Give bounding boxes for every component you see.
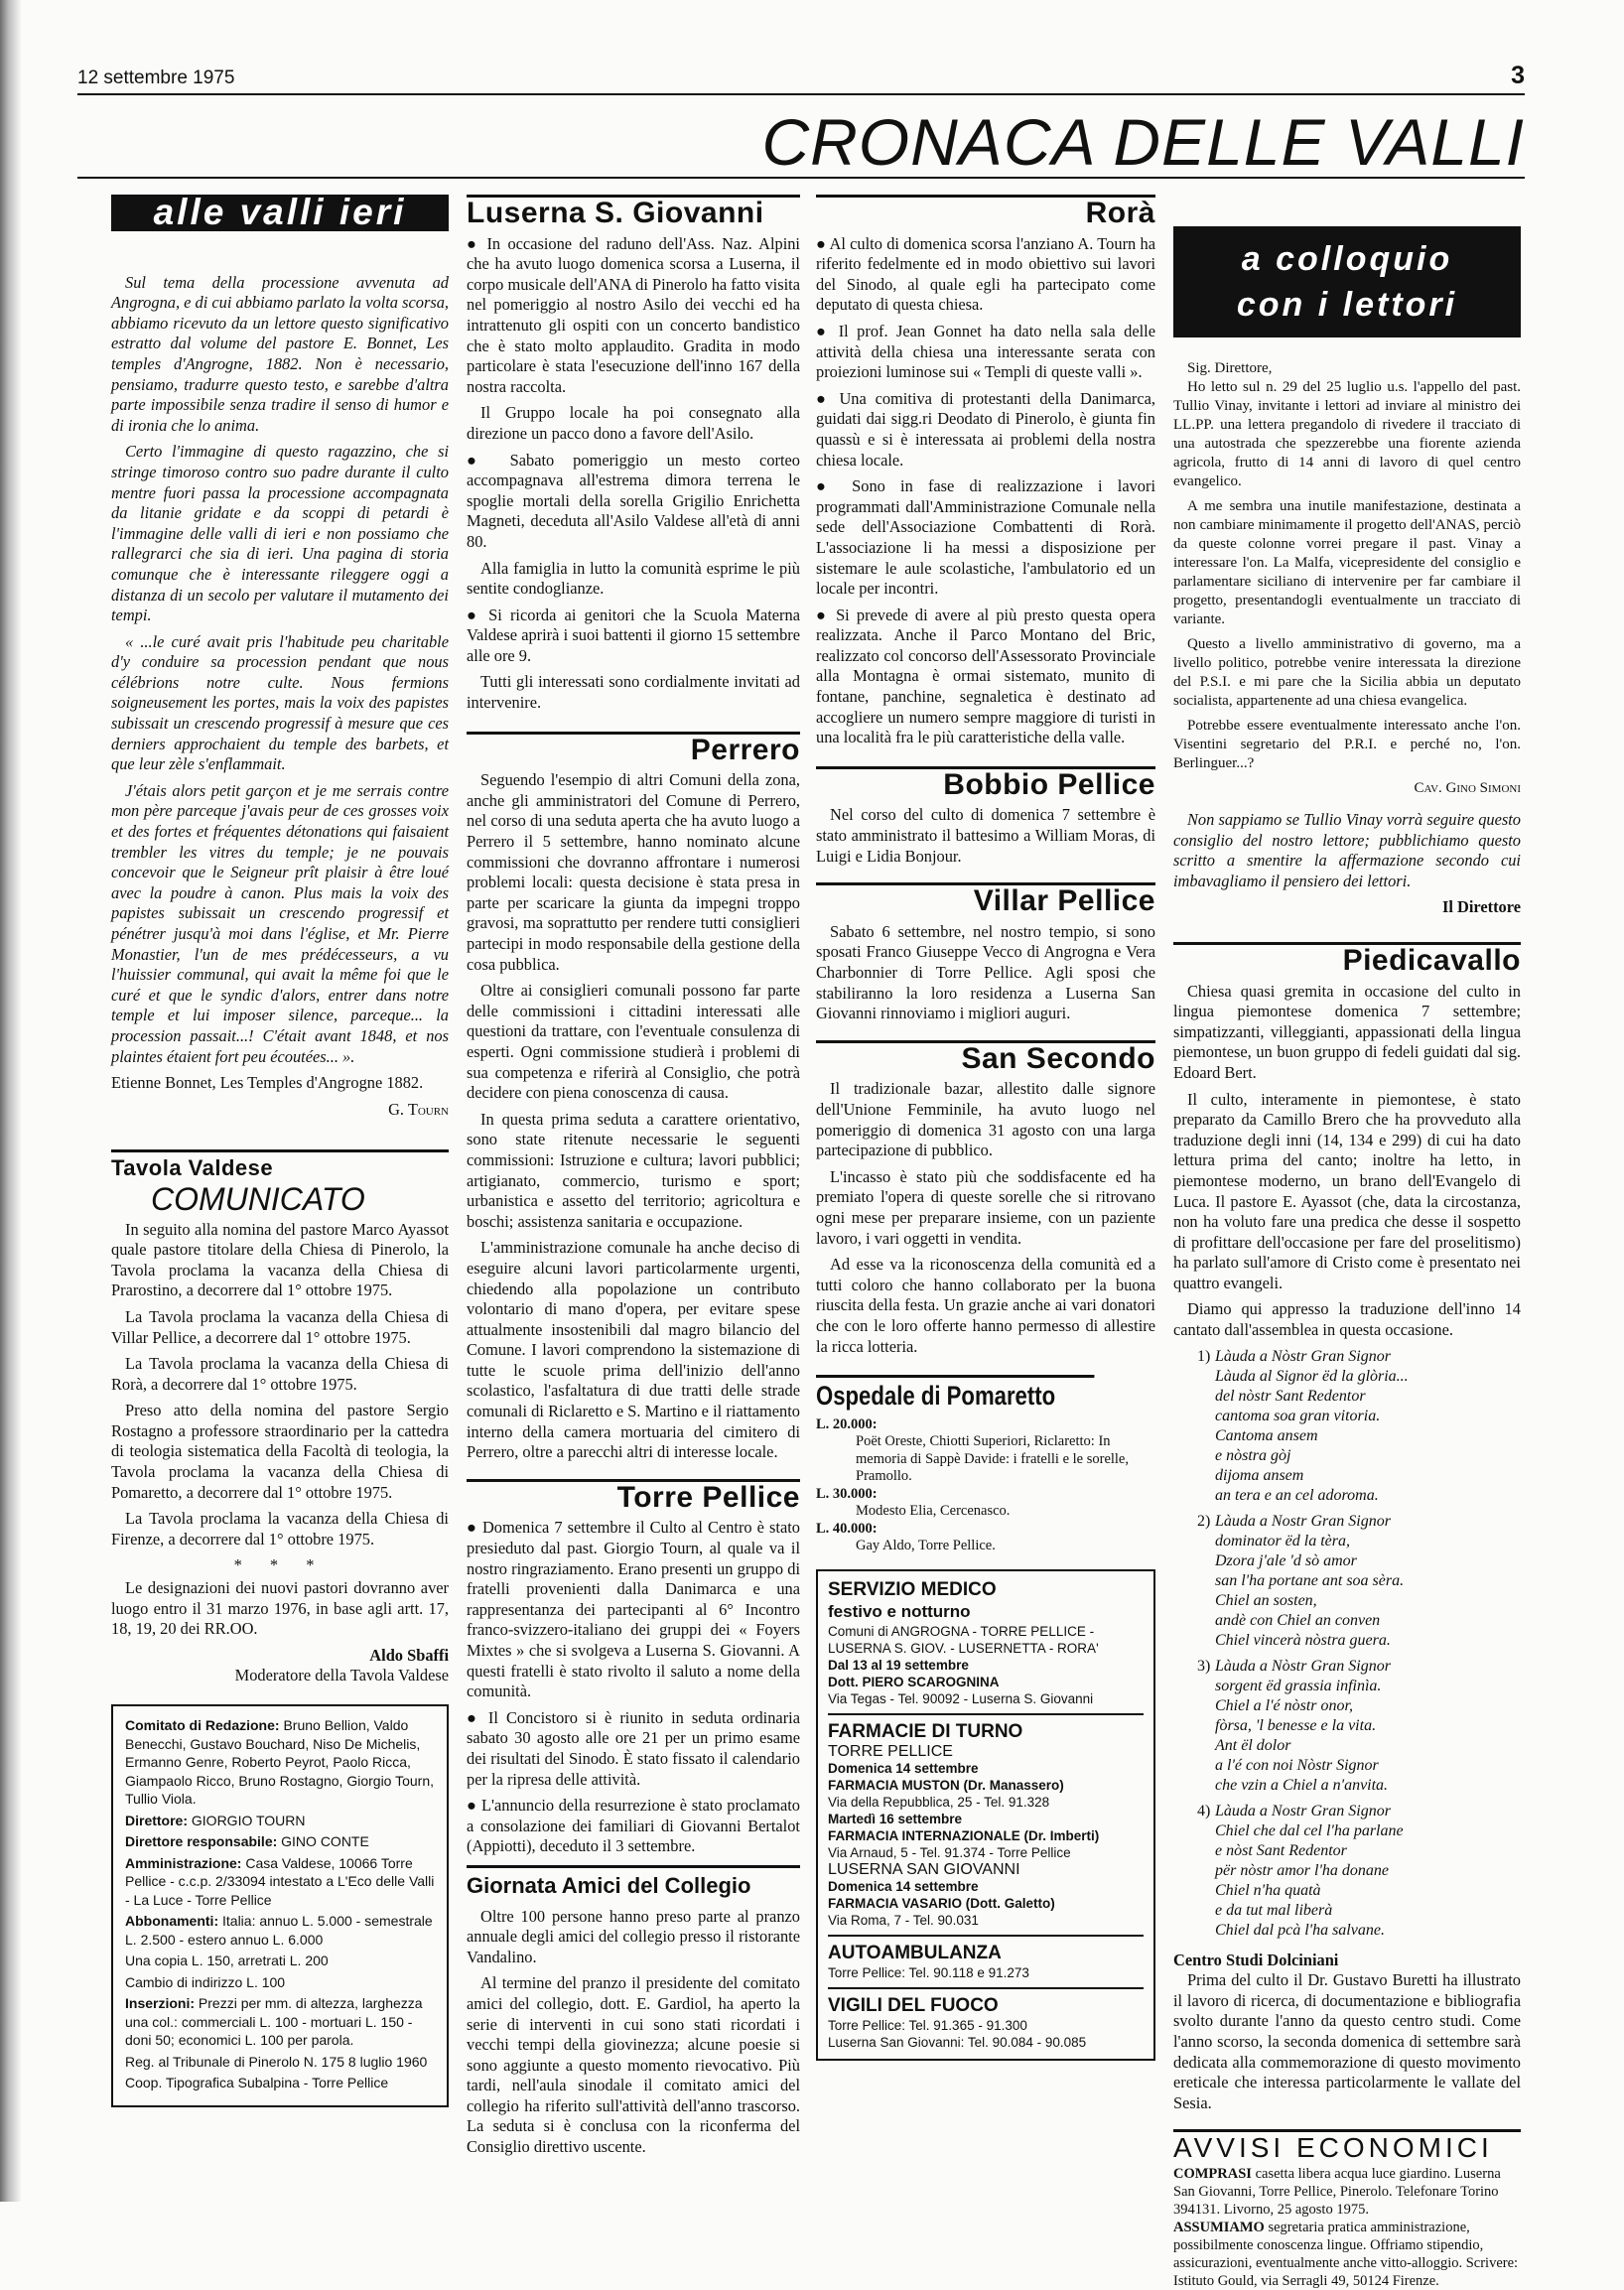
editor-reply: Non sappiamo se Tullio Vinay vorrà seguire questo consiglio del nostro lettore; pubblichiamo questo scritto a smentire la affermazione secondo cui imbavagliamo il pensiero dei lettori. — [1173, 810, 1521, 890]
credit-line: Una copia L. 150, arretrati L. 200 — [125, 1953, 329, 1968]
paragraph: Certo l'immagine di questo ragazzino, che si stringe timoroso contro suo padre durante il culto mentre fuori passa la processione accompagnata da litanie gridate e da scoppi di petardi è l'immagine delle valli di ieri e non possiamo che rallegrarci che sia di ieri. Una pagina di storia comunque che è interessante rileggere oggi a distanza di un secolo per valutare il mutamento dei tempi. — [111, 442, 449, 625]
paragraph: Il tradizionale bazar, allestito dalle signore dell'Unione Femminile, ha avuto luogo nel pomeriggio di domenica 31 agosto con una larga partecipazione di pubblico. — [816, 1079, 1155, 1160]
stanza: 2) Làuda a Nostr Gran Signor dominator ëd la tèra, Dzora j'ale 'd sò amor san l'ha portane ant soa sèra. Chiel an sosten, andè con Chiel an conven Chiel vincerà nòstra guera. — [1197, 1512, 1405, 1649]
villar-heading: Villar Pellice — [816, 882, 1155, 912]
issue-date: 12 settembre 1975 — [77, 67, 235, 88]
column-4 — [1173, 195, 1521, 2290]
paragraph: Oltre 100 persone hanno preso parte al pranzo annuale degli amici del collegio presso il ristorante Vandalino. — [467, 1906, 800, 1966]
paragraph: Potrebbe essere eventualmente interessato anche l'on. Visentini segretario del P.R.I. e perché no, l'on. Berlinguer...? — [1173, 718, 1521, 771]
giornata-heading: Giornata Amici del Collegio — [467, 1865, 800, 1897]
alle-valli-article — [111, 273, 449, 1068]
paragraph: ● Si prevede di avere al più presto questa opera realizzata. Anche il Parco Montano del Bric, realizzato col concorso dell'Assessorato Provinciale alla Montagna è ormai sistemato, munito di fontane, panchine, segnaletica è destinato ad accogliere un numero sempre maggiore di turisti in una località fra le più caratteristiche della valle. — [816, 605, 1155, 747]
scan-edge — [0, 0, 22, 2202]
page-header — [77, 60, 1525, 95]
paragraph: Chiesa quasi gremita in occasione del culto in lingua piemontese domenica 7 settembre; simpatizzanti, villeggianti, appassionati della lingua piemontese, un buon gruppo di fedeli guidati dal sig. Edoard Bert. — [1173, 981, 1521, 1082]
paragraph: In seguito alla nomina del pastore Marco Ayassot quale pastore titolare della Chiesa di Pinerolo, la Tavola proclama la vacanza della Chiesa di Prarostino, a decorrere dal 1° ottobre 1975. — [111, 1219, 449, 1300]
credit-line: Coop. Tipografica Subalpina - Torre Pellice — [125, 2075, 389, 2090]
paragraph: A me sembra una inutile manifestazione, destinata a non cambiare minimamente il progetto dell'ANAS, perciò da queste colonne vorrei pregare il past. Vinay a interessare l'on. La Malfa, vicepresidente del consiglio e parlamentare siciliano di intervenire per far cambiare il progetto, presentandogli eventualmente un tracciato di variante. — [1173, 498, 1521, 627]
section-banner: CRONACA DELLE VALLI — [761, 105, 1525, 179]
paragraph: ● Si ricorda ai genitori che la Scuola Materna Valdese aprirà i suoi battenti il giorno 15 settembre alle ore 9. — [467, 605, 800, 665]
paragraph: ● Al culto di domenica scorsa l'anziano A. Tourn ha riferito fedelmente ed in modo obiettivo sui lavori del Sinodo, al quale egli ha partecipato come deputato di questa chiesa. — [816, 233, 1155, 315]
paragraph: Sul tema della processione avvenuta ad Angrogna, e di cui abbiamo parlato la volta scorsa, abbiamo ricevuto da un lettore questo significativo estratto dal volume del pastore E. Bonnet, Les temples d'Angrogne, 1882. Non è necessario, pensiamo, tradurre questo testo, e sarebbe d'altra parte impossibile senza tradire il senso di humor e di ironia che lo anima. — [111, 272, 449, 435]
paragraph: Alla famiglia in lutto la comunità esprime le più sentite condoglianze. — [467, 558, 800, 599]
signer-role: Moderatore della Tavola Valdese — [234, 1666, 449, 1685]
signer: Aldo Sbaffi — [369, 1645, 449, 1665]
paragraph: Sabato 6 settembre, nel nostro tempio, si sono sposati Franco Giuseppe Vecco di Angrogna e Vera Charbonnier di Torre Pellice. Agli sposi che stabiliranno la loro residenza a Luserna San Giovanni rinnoviamo i migliori auguri. — [816, 921, 1155, 1023]
tavola-heading: Tavola Valdese — [111, 1149, 449, 1179]
paragraph: ● L'annuncio della resurrezione è stato proclamato a consolazione dei familiari di Giovanni Bertalot (Appiotti), deceduto il 3 settembre. — [467, 1796, 800, 1856]
paragraph: ● Sabato pomeriggio un mesto corteo accompagnava all'estrema dimora terrena le spoglie mortali della sorella Grigilio Enrichetta Magneti, deceduta all'Asilo Valdese all'età di anni 80. — [467, 450, 800, 551]
torre-heading: Torre Pellice — [467, 1479, 800, 1509]
credit-line: Comitato di Redazione: Bruno Bellion, Valdo Benecchi, Gustavo Bouchard, Niso De Michelis, Ermanno Genre, Roberto Peyrot, Paolo Ricca, Giampaolo Ricco, Bruno Rostagno, Giorgio Tourn, Tullio Viola. — [125, 1717, 435, 1807]
credit-line: Direttore responsabile: GINO CONTE — [125, 1833, 369, 1849]
paragraph: L'amministrazione comunale ha anche deciso di eseguire alcuni lavori particolarmente urgenti, chiedendo alla popolazione un contributo volontario di mano d'opera, per evitare spese attualmente insostenibili dal magro bilancio del Comune. I lavori comprendono la sistemazione di tutte le scuole prima dell'inizio dell'anno scolastico, l'asfaltatura di due tratti delle strade comunali di Riclaretto e S. Martino e il riattamento interno della camera mortuaria del cimitero di Perrero, oltre a parecchi altri di interesse locale. — [467, 1238, 800, 1462]
perrero-heading: Perrero — [467, 732, 800, 761]
banner-rule — [77, 177, 1525, 179]
bobbio-heading: Bobbio Pellice — [816, 766, 1155, 796]
piedicavallo-heading: Piedicavallo — [1173, 942, 1521, 972]
credit-line: Reg. al Tribunale di Pinerolo N. 175 8 luglio 1960 — [125, 2053, 428, 2070]
ospedale-heading: Ospedale di Pomaretto — [816, 1375, 1094, 1407]
paragraph: La Tavola proclama la vacanza della Chiesa di Rorà, a decorrere dal 1° ottobre 1975. — [111, 1354, 449, 1394]
paragraph: Seguendo l'esempio di altri Comuni della zona, anche gli amministratori del Comune di Perrero, nel corso di una seduta aperta che ha avuto luogo a Perrero il 5 settembre, hanno nominato alcune commissioni che dovranno affrontare i numerosi problemi locali: questa decisione è stata presa in parte per scaricare la giunta da impegni troppo gravosi, ma soprattutto per rendere tutti consiglieri partecipi in modo responsabile della gestione della cosa pubblica. — [467, 770, 800, 974]
credit-line: Direttore: GIORGIO TOURN — [125, 1812, 306, 1828]
column-3 — [816, 195, 1155, 2061]
paragraph: Prima del culto il Dr. Gustavo Buretti ha illustrato il lavoro di ricerca, di documentazione e bibliografia svolto durante l'anno da questo centro studi. Come l'anno scorso, la seconda domenica di settembre sarà dedicata alla commemorazione di questo movimento ereticale che interessa particolarmente le vallate del Sesia. — [1173, 1970, 1521, 2112]
citation: Etienne Bonnet, Les Temples d'Angrogne 1882. — [111, 1073, 424, 1093]
paragraph: J'étais alors petit garçon et je me serrais contre mon père parceque j'avais peur de ces grosses voix et des fortes et fréquentes détonations qui faisaient trembler les vitres du temple; je ne pouvais concevoir que le Seigneur prît plaisir à être loué avec la poudre à canon. Plus mais la voix des papistes subissait un crescendo progressif et pénétrer jusqu'à moi dans l'église, et Mr. Pierre Monastier, l'un de mes prédécesseurs, a vu l'huissier communal, qui avait la même foi que le curé et que le syndic d'alors, entrer dans notre temple et lui imposer silence, parceque... la procession passait...! C'était avant 1848, et nos plaintes étaient fort peu écoutées... ». — [111, 780, 449, 1066]
paragraph: Al termine del pranzo il presidente del comitato amici del collegio, dott. E. Gardiol, ha aperto la serie di interventi in cui sono stati ricordati i vecchi tempi della giovinezza; alcune poesie si sono aggiunte a questo momento rievocativo. Più tardi, nell'aula sinodale il comitato amici del collegio ha riferito sull'attività dell'anno trascorso. La seduta si è conclusa con la riconferma del Consiglio direttivo uscente. — [467, 1973, 800, 2157]
sansecondo-heading: San Secondo — [816, 1040, 1155, 1070]
salutation: Sig. Direttore, — [1187, 360, 1273, 376]
paragraph: Preso atto della nomina del pastore Sergio Rostagno a professore straordinario per la cattedra di teologia sistematica della Facoltà di teologia, la Tavola proclama la vacanza della Chiesa di Pomaretto, a decorrere dal 1° ottobre 1975. — [111, 1401, 449, 1502]
paragraph: Ho letto sul n. 29 del 25 luglio u.s. l'appello del past. Tullio Vinay, invitante i lettori ad inviare al ministro dei LL.PP. una lettera pregandolo di rivedere il tracciato di una autostrada che spezzerebbe una fiorente azienda agricola, frutto di 14 anni di lavoro di quel centro evangelico. — [1173, 379, 1521, 489]
avvisi-heading: AVVISI ECONOMICI — [1173, 2129, 1521, 2159]
paragraph: ● Una comitiva di protestanti della Danimarca, guidati dai sigg.ri Deodato di Pinerolo, è giunta fin quassù e si è interessata ai problemi della nostra chiesa locale. — [816, 388, 1155, 470]
credit-line: Inserzioni: Prezzi per mm. di altezza, larghezza una col.: commerciali L. 100 - mortuari L. 150 - doni 50; economici L. 100 per parola. — [125, 1995, 423, 2048]
centro-studi-heading: Centro Studi Dolciniani — [1173, 1950, 1339, 1969]
stanza: 1) Làuda a Nòstr Gran Signor Làuda al Signor ëd la glòria... del nòstr Sant Redentor cantoma soa gran vitoria. Cantoma ansem e nòstra gòj dijoma ansem an tera e an cel adoroma. — [1197, 1347, 1409, 1504]
rora-heading: Rorà — [816, 195, 1155, 224]
paragraph: Il culto, interamente in piemontese, è stato preparato da Camillo Brero che ha provveduto alla traduzione degli inni (14, 134 e 299) di cui ha dato lettura prima del canto; inoltre ha letto, in piemontese moderno, un brano dell'Evangelo di Luca. Il pastore E. Ayassot (che, data la circostanza, non ha voluto fare una predica che desse il sospetto di profittare dell'occasione per fare del proselitismo) ha parlato sull'amore di Cristo come è presentato nei quattro evangeli. — [1173, 1089, 1521, 1292]
classified-ad: COMPRASI casetta libera acqua luce giardino. Luserna San Giovanni, Torre Pellice, Pinerolo. Telefonare Torino 394131. Livorno, 25 agosto 1975. — [1173, 2166, 1501, 2218]
services-box: SERVIZIO MEDICO festivo e notturno Comuni di ANGROGNA - TORRE PELLICE - LUSERNA S. GIOV. - LUSERNETTA - RORA' Dal 13 al 19 settembre Dott. PIERO SCAROGNINA Via Tegas - Tel. 90092 - Luserna S. Giovanni FARMACIE DI TURNO TORRE PELLICE Domenica 14 settembre FARMACIA MUSTON (Dr. Manassero) Via della Repubblica, 25 - Tel. 91.328 Martedì 16 settembre FARMACIA INTERNAZIONALE (Dr. Imberti) Via Arnaud, 5 - Tel. 91.374 - Torre Pellice LUSERNA SAN GIOVANNI Domenica 14 settembre FARMACIA VASARIO (Dott. Galetto) Via Roma, 7 - Tel. 90.031 AUTOAMBULANZA Torre Pellice: Tel. 90.118 e 91.273 VIGILI DEL FUOCO Torre Pellice: Tel. 91.365 - 91.300 Luserna San Giovanni: Tel. 90.084 - 90.085 — [816, 1569, 1155, 2061]
paragraph: ● Il prof. Jean Gonnet ha dato nella sala delle attività della chiesa una interessante serata con proiezioni luminose sui « Templi di queste valli ». — [816, 321, 1155, 382]
alle-valli-title: alle valli ieri — [111, 195, 449, 231]
paragraph: ● Il Concistoro si è riunito in seduta ordinaria sabato 30 agosto alle ore 21 per un primo esame dei risultati del Sinodo. È stato fissato il calendario per la ripresa delle attività. — [467, 1707, 800, 1789]
paragraph: ● In occasione del raduno dell'Ass. Naz. Alpini che ha avuto luogo domenica scorsa a Luserna, il corpo musicale dell'ANA di Pinerolo ha fatto visita nel pomeriggio al nostro Asilo dei vecchi ed ha intrattenuto gli ospiti con un concerto bandistico che è stato molto applaudito. Gradita in modo particolare è stata l'esecuzione dell'inno 167 della nostra raccolta. — [467, 233, 800, 396]
paragraph: ● Sono in fase di realizzazione i lavori programmati dall'Amministrazione Comunale nella sede dell'Associazione Combattenti di Rorà. L'associazione li ha messi a disposizione per sistemare le aule scolastiche, l'ambulatorio ed un locale per incontri. — [816, 476, 1155, 599]
paragraph: Il Gruppo locale ha poi consegnato alla direzione un pacco dono a favore dell'Asilo. — [467, 403, 800, 443]
separator-stars: * * * — [233, 1555, 327, 1575]
editorial-box — [111, 1704, 449, 2107]
paragraph: Diamo qui appresso la traduzione dell'inno 14 cantato dall'assemblea in questa occasione. — [1173, 1299, 1521, 1340]
paragraph: Nel corso del culto di domenica 7 settembre è stato amministrato il battesimo a William Moras, di Luigi e Lidia Bonjour. — [816, 805, 1155, 866]
reply-signature: Il Direttore — [1441, 897, 1521, 917]
letter — [1173, 359, 1521, 798]
paragraph: ● Domenica 7 settembre il Culto al Centro è stato presieduto dal past. Giorgio Tourn, al quale va il nostro ringraziamento. Erano presenti un gruppo di fratelli provenienti dalla Danimarca e una rappresentanza dei partecipanti al 6° Incontro franco-svizzero-italiano dei gruppi dei « Foyers Mixtes » che si svolgeva a Luserna S. Giovanni. A questi fratelli è stato rivolto il saluto a nome della comunità. — [467, 1518, 800, 1701]
hymn-translation — [1197, 1347, 1521, 1941]
classified-ads — [1173, 2165, 1521, 2290]
paragraph: L'incasso è stato più che soddisfacente ed ha premiato l'opera di queste sorelle che si ritrovano ogni mese per preparare insieme, con un paziente lavoro, i vari oggetti in vendita. — [816, 1166, 1155, 1248]
luserna-heading: Luserna S. Giovanni — [467, 195, 800, 224]
comunicato-title: COMUNICATO — [151, 1180, 365, 1217]
credit-line: Abbonamenti: Italia: annuo L. 5.000 - semestrale L. 2.500 - estero annuo L. 6.000 — [125, 1913, 433, 1948]
donations-list: L. 20.000: Poët Oreste, Chiotti Superiori, Riclaretto: In memoria di Sappè Davide: i fratelli e le sorelle, Pramollo. L. 30.000: Modesto Elia, Cercenasco. L. 40.000: Gay Aldo, Torre Pellice. — [816, 1415, 1129, 1554]
page-number: 3 — [1511, 62, 1525, 89]
paragraph: In questa prima seduta a carattere orientativo, sono state ritenute necessarie le seguenti commissioni: Istruzione e cultura; lavori pubblici; artigianato, commercio, turismo e sport; urbanistica e assetto del territorio; agricoltura e boschi; assistenza sanitaria e occupazione. — [467, 1109, 800, 1231]
classified-ad: ASSUMIAMO segretaria pratica amministrazione, possibilmente conoscenza lingue. Offriamo stipendio, assicurazioni, eventualmente anche vitto-alloggio. Scrivere: Istituto Gould, via Serragli 49, 50124 Firenze. — [1173, 2220, 1519, 2289]
stanza: 3) Làuda a Nòstr Gran Signor sorgent ëd grassia infinìa. Chiel a l'é nòstr onor, fòrsa, 'l benesse e la vita. Ant ël dolor a l'é con noi Nòstr Signor che vzin a Chiel a n'anvita. — [1197, 1657, 1391, 1794]
paragraph: Tutti gli interessati sono cordialmente invitati ad intervenire. — [467, 672, 800, 713]
paragraph: Oltre ai consiglieri comunali possono far parte delle commissioni i cittadini interessati alle questioni da trattare, con l'eventuale consulenza di esperti. Ogni commissione studierà i problemi di sua competenza e riferirà al Consiglio, che potrà decidere con piena conoscenza di causa. — [467, 981, 800, 1103]
paragraph: La Tavola proclama la vacanza della Chiesa di Firenze, a decorrere dal 1° ottobre 1975. — [111, 1509, 449, 1549]
credit-line: Amministrazione: Casa Valdese, 10066 Torre Pellice - c.c.p. 2/33094 intestato a L'Eco delle Valli - La Luce - Torre Pellice — [125, 1854, 435, 1908]
paragraph: Questo a livello amministrativo di governo, ma a livello politico, potrebbe venire interessata la direzione del P.S.I. e mi pare che la Sicilia abbia un deputato socialista, appartenente ad una chiesa evangelica. — [1173, 636, 1521, 709]
paragraph: Ad esse va la riconoscenza della comunità ed a tutti coloro che hanno collaborato per la buona riuscita della festa. Un grazie anche ai vari donatori che con le loro offerte hanno permesso di allestire la ricca lotteria. — [816, 1255, 1155, 1356]
credit-line: Cambio di indirizzo L. 100 — [125, 1973, 286, 1990]
signature: G. Tourn — [388, 1099, 449, 1119]
column-2 — [467, 195, 800, 2164]
paragraph: La Tavola proclama la vacanza della Chiesa di Villar Pellice, a decorrere dal 1° ottobre 1975. — [111, 1306, 449, 1347]
stanza: 4) Làuda a Nostr Gran Signor Chiel che dal cel l'ha parlane e nòst Sant Redentor për nòstr amor l'ha donane Chiel n'ha quatà e da tut mal liberà Chiel dal pcà l'ha salvane. — [1197, 1802, 1404, 1939]
column-1 — [111, 192, 449, 2107]
paragraph: Le designazioni dei nuovi pastori dovranno aver luogo entro il 31 marzo 1976, in base agli artt. 17, 18, 19, 20 dei RR.OO. — [111, 1578, 449, 1639]
letter-signature: Cav. Gino Simoni — [1414, 780, 1521, 796]
paragraph: « ...le curé avait pris l'habitude peu charitable d'y conduire sa procession pendant que nous célébrions notre culte. Nous fermions soigneusement les portes, mais la voix des papistes subissait un crescendo progressif à mesure que ces derniers approchaient du temple des barbets, et que leur zèle s'enflammait. — [111, 631, 449, 774]
colloquio-title: a colloquio con i lettori — [1173, 226, 1521, 337]
